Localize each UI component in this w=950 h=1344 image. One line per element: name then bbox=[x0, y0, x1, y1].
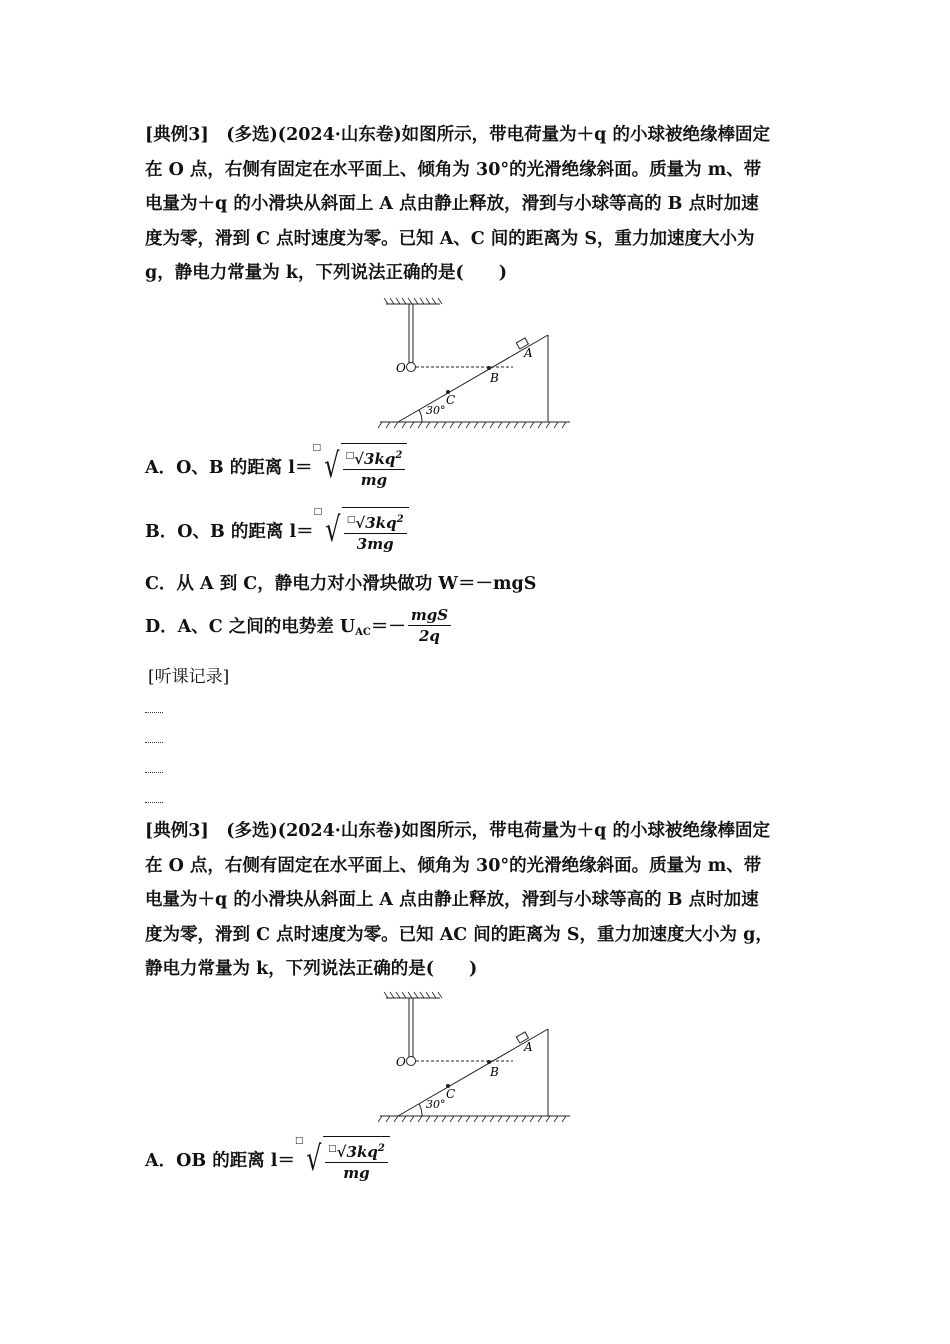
placeholder-box: □ bbox=[328, 1144, 337, 1154]
note-line[interactable] bbox=[145, 772, 163, 773]
label-C: C bbox=[446, 1087, 456, 1101]
note-line[interactable] bbox=[145, 802, 163, 803]
label-O: O bbox=[396, 1055, 406, 1069]
label-A: A bbox=[524, 346, 533, 360]
fraction: $\frac{^□√3kq^2}{mg}$ bbox=[343, 446, 406, 490]
label-C: C bbox=[446, 393, 456, 407]
exponent: 2 bbox=[396, 514, 404, 525]
problem-1-line-3: 电量为＋q 的小滑块从斜面上 A 点由静止释放，滑到与小球等高的 B 点时加速 bbox=[145, 194, 759, 214]
incline-diagram-1 bbox=[378, 296, 573, 430]
option-A-problem-2[interactable] bbox=[145, 1136, 390, 1183]
fraction bbox=[408, 605, 451, 646]
fraction: $\frac{^□√3kq^2}{3mg}$ bbox=[344, 510, 407, 554]
numerator: 3kq bbox=[364, 450, 396, 468]
option-C-text: C．从 A 到 C，静电力对小滑块做功 W＝－mgS bbox=[145, 574, 537, 594]
label-O: O bbox=[396, 361, 406, 375]
subscript-AC: AC bbox=[355, 627, 371, 638]
placeholder-box: □ bbox=[312, 443, 321, 453]
option-B[interactable] bbox=[145, 507, 409, 554]
numerator: mgS bbox=[408, 605, 451, 626]
label-B: B bbox=[490, 371, 499, 385]
label-B: B bbox=[490, 1065, 499, 1079]
problem-2-line-1: [典例3] (多选)(2024·山东卷)如图所示，带电荷量为＋q 的小球被绝缘棒固定 bbox=[145, 821, 770, 841]
problem-1-stem bbox=[145, 118, 810, 291]
option-A[interactable] bbox=[145, 443, 407, 490]
option-A-prefix: A．O、B 的距离 l＝ bbox=[145, 458, 313, 478]
placeholder-box: □ bbox=[294, 1136, 304, 1146]
numerator: 3kq bbox=[365, 514, 397, 532]
problem-1-line-1: [典例3] (多选)(2024·山东卷)如图所示，带电荷量为＋q 的小球被绝缘棒固定 bbox=[145, 125, 770, 145]
note-line[interactable] bbox=[145, 712, 163, 713]
placeholder-box: □ bbox=[313, 507, 323, 517]
incline-diagram-2 bbox=[378, 990, 573, 1124]
option-D-prefix: D．A、C 之间的电势差 U bbox=[145, 617, 356, 637]
denominator: mg bbox=[360, 471, 388, 489]
problem-2-line-3: 电量为＋q 的小滑块从斜面上 A 点由静止释放，滑到与小球等高的 B 点时加速 bbox=[145, 890, 759, 910]
option-C[interactable] bbox=[145, 570, 536, 595]
option-D-equals: ＝－ bbox=[370, 617, 406, 637]
notes-label: [听课记录] bbox=[148, 667, 230, 687]
option-B-prefix: B．O、B 的距离 l＝ bbox=[145, 522, 314, 542]
problem-1-line-4: 度为零，滑到 C 点时速度为零。已知 A、C 间的距离为 S，重力加速度大小为 bbox=[145, 228, 755, 249]
fraction: $\frac{^□√3kq^2}{mg}$ bbox=[325, 1139, 388, 1183]
option-A-prefix: A．OB 的距离 l＝ bbox=[145, 1151, 295, 1171]
problem-2-line-2: 在 O 点，右侧有固定在水平面上、倾角为 30°的光滑绝缘斜面。质量为 m、带 bbox=[145, 855, 762, 876]
sqrt-expression: □ √ $\frac{^□√3kq^2}{mg}$ bbox=[312, 443, 407, 490]
denominator: 3mg bbox=[356, 535, 394, 553]
placeholder-box: □ bbox=[346, 515, 356, 525]
note-line[interactable] bbox=[145, 742, 163, 743]
problem-2-line-4: 度为零，滑到 C 点时速度为零。已知 AC 间的距离为 S，重力加速度大小为 g， bbox=[145, 924, 773, 945]
label-A: A bbox=[524, 1040, 533, 1054]
numerator: 3kq bbox=[346, 1143, 378, 1161]
angle-label: 30° bbox=[426, 404, 446, 417]
exponent: 2 bbox=[377, 1143, 385, 1154]
problem-1-line-5: g，静电力常量为 k，下列说法正确的是( ) bbox=[145, 263, 508, 283]
option-D[interactable] bbox=[145, 605, 453, 646]
placeholder-box: □ bbox=[345, 451, 355, 461]
exponent: 2 bbox=[395, 450, 403, 461]
sqrt-expression: □ √ $\frac{^□√3kq^2}{mg}$ bbox=[295, 1136, 390, 1183]
denominator: mg bbox=[343, 1164, 370, 1182]
problem-2-stem bbox=[145, 814, 810, 987]
problem-1-line-2: 在 O 点，右侧有固定在水平面上、倾角为 30°的光滑绝缘斜面。质量为 m、带 bbox=[145, 159, 762, 180]
sqrt-expression: □ √ $\frac{^□√3kq^2}{3mg}$ bbox=[314, 507, 409, 554]
problem-2-line-5: 静电力常量为 k，下列说法正确的是( ) bbox=[145, 959, 478, 979]
angle-label: 30° bbox=[426, 1098, 446, 1111]
denominator: 2q bbox=[418, 627, 440, 645]
